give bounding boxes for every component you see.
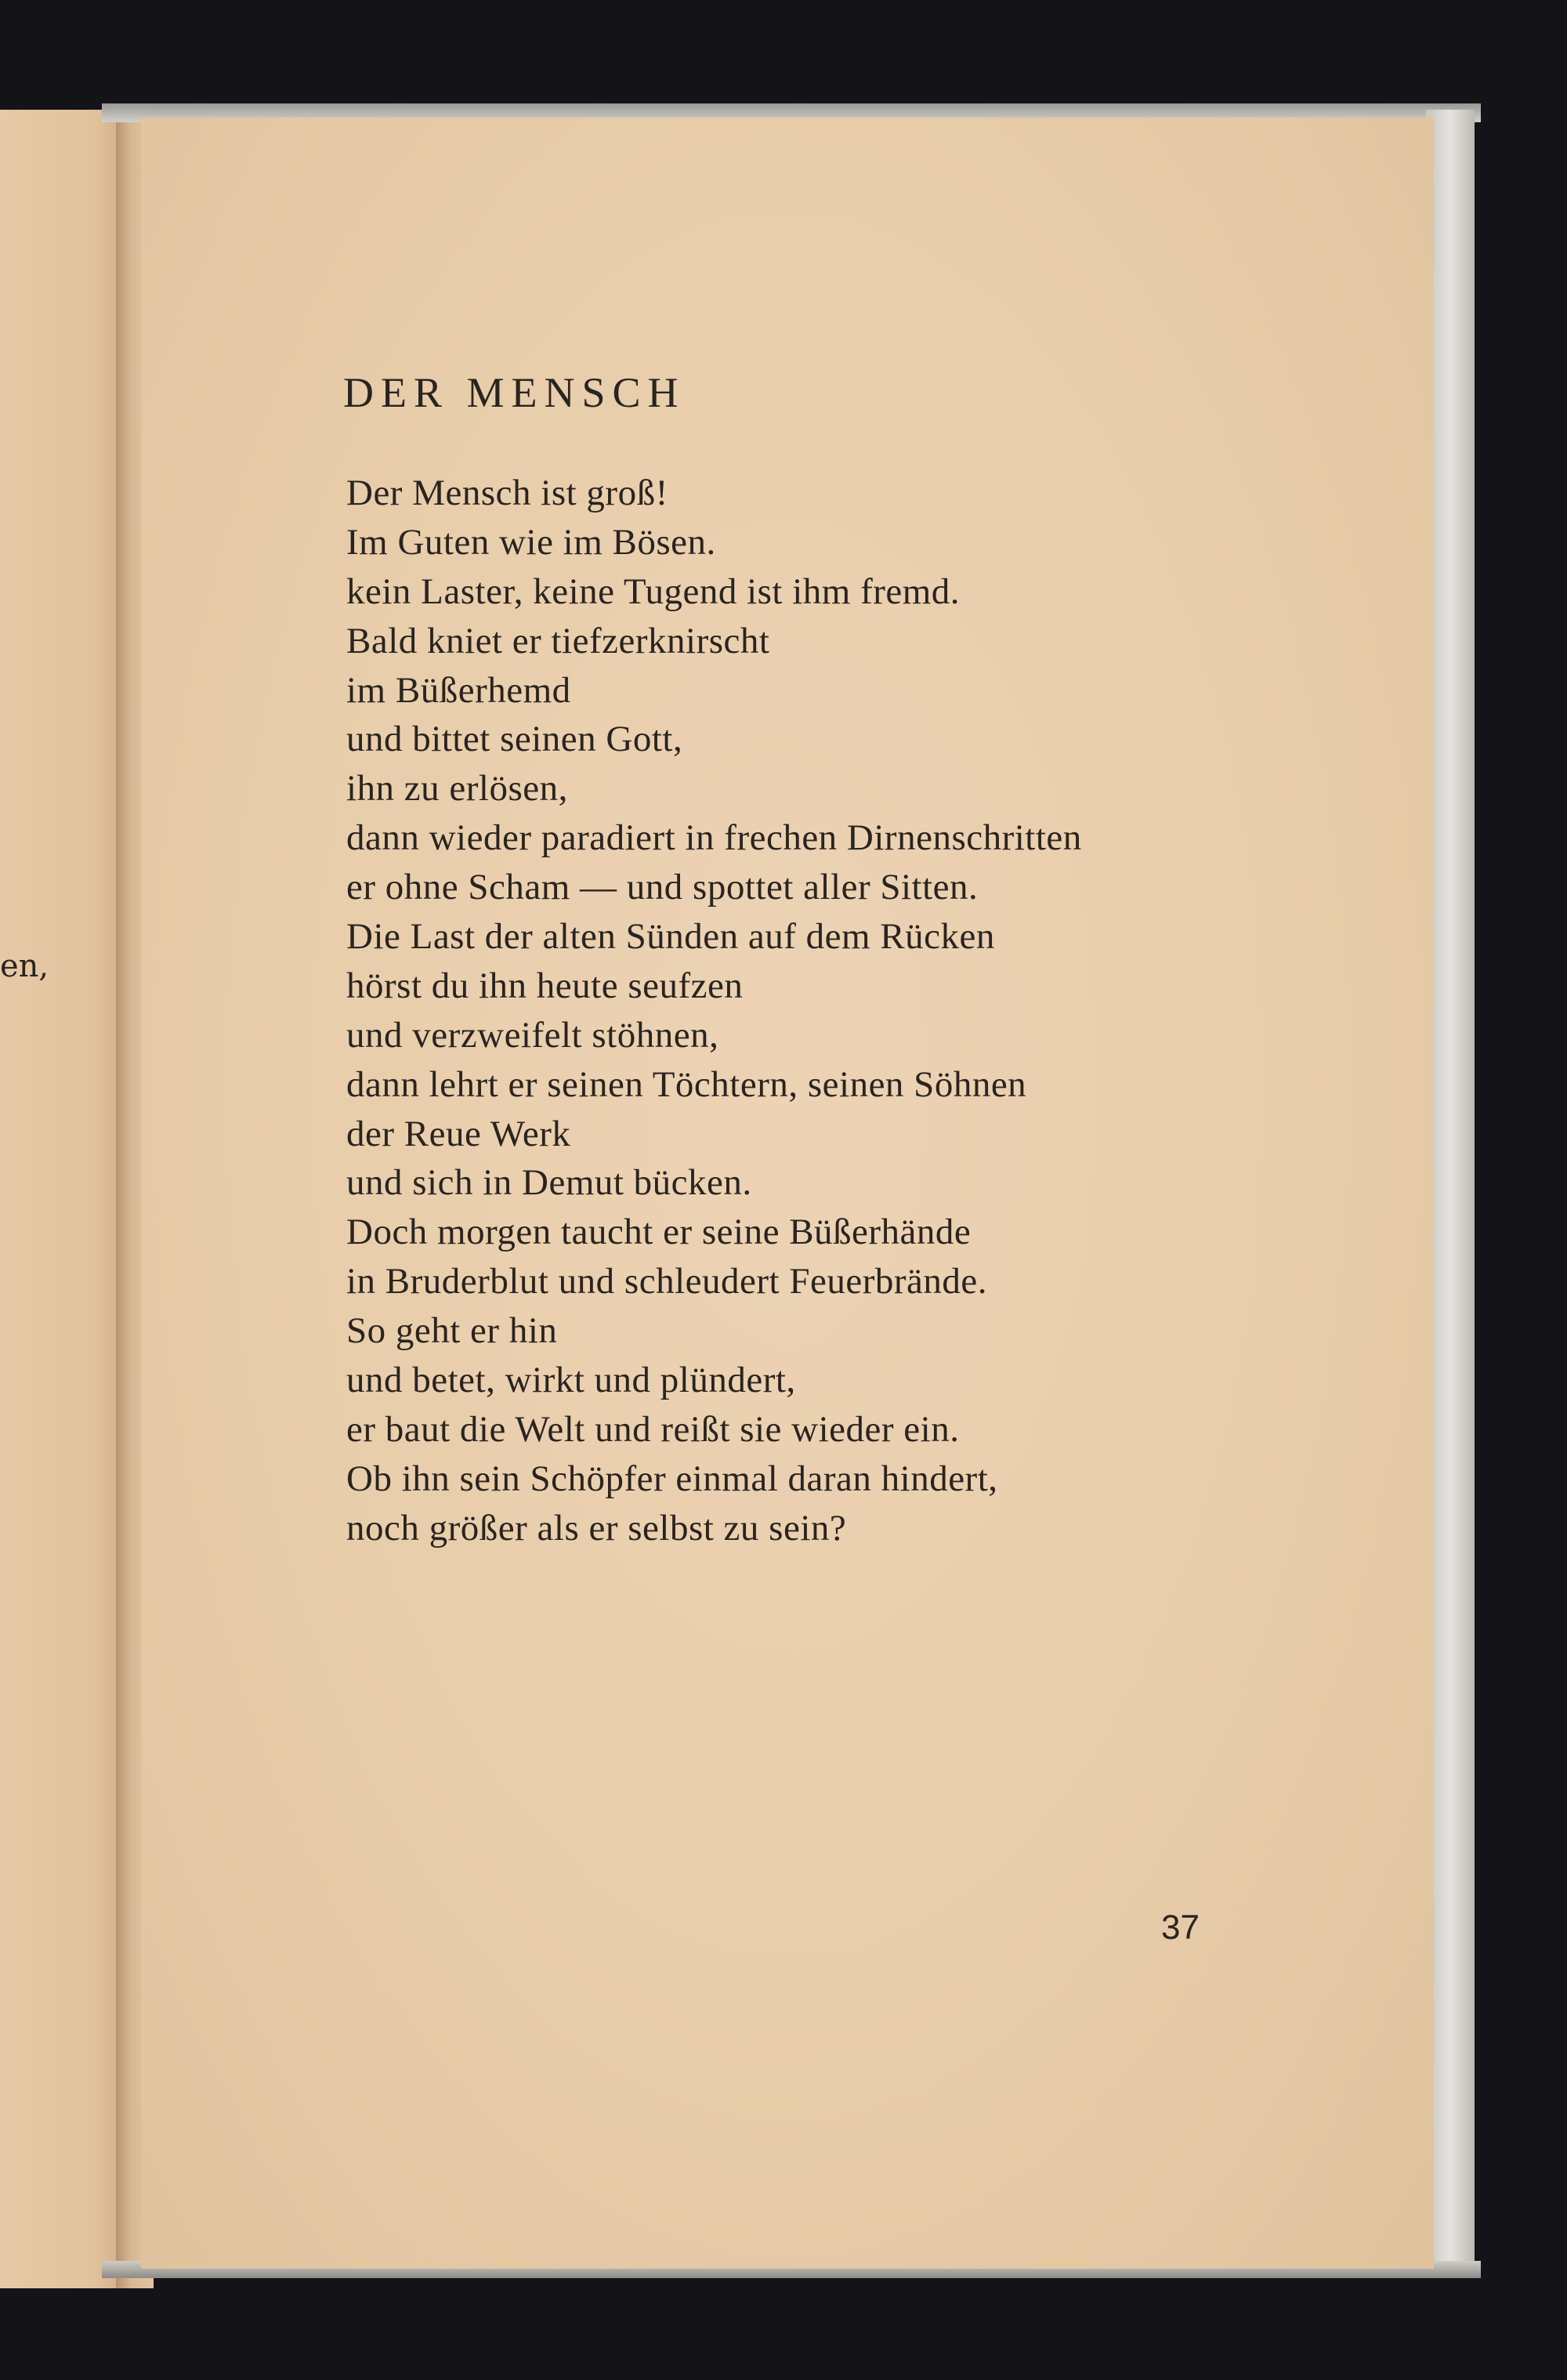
poem-line: und betet, wirkt und plündert, [346,1360,796,1401]
poem-line: ihn zu erlösen, [346,768,568,810]
poem-line: und sich in Demut bücken. [346,1162,752,1204]
poem-line: Ob ihn sein Schöpfer einmal daran hindert, [346,1458,998,1499]
poem-body [346,469,1287,1553]
poem-line: hörst du ihn heute seufzen [346,965,744,1006]
poem-line: und verzweifelt stöhnen, [346,1014,719,1056]
poem-line: Bald kniet er tiefzerknirscht [346,620,770,661]
poem-line: dann lehrt er seinen Töchtern, seinen Söhnen [346,1063,1027,1105]
poem-line: So geht er hin [346,1310,558,1352]
poem-line: er ohne Scham — und spottet aller Sitten. [346,867,979,908]
poem-line: Im Guten wie im Bösen. [346,521,716,563]
poem-line: der Reue Werk [346,1113,571,1154]
poem-line: Die Last der alten Sünden auf dem Rücken [346,916,995,958]
poem-line: im Büßerhemd [346,669,571,711]
poem-line: er baut die Welt und reißt sie wieder ein. [346,1408,960,1450]
poem-title: DER MENSCH [343,369,686,416]
poem-line: kein Laster, keine Tugend ist ihm fremd. [346,571,961,612]
page-number: 37 [1161,1908,1200,1947]
poem-line: Doch morgen taucht er seine Büßerhände [346,1212,972,1253]
poem-line: dann wieder paradiert in frechen Dirnenschritten [346,817,1082,859]
poem-line: Der Mensch ist groß! [346,473,668,513]
right-page [141,118,1434,2269]
poem-line: noch größer als er selbst zu sein? [346,1507,847,1549]
left-page-text-fragment: en, [0,948,49,984]
left-page [0,110,132,2288]
poem-line: in Bruderblut und schleudert Feuerbrände. [346,1261,987,1302]
poem-line: und bittet seinen Gott, [346,719,683,760]
